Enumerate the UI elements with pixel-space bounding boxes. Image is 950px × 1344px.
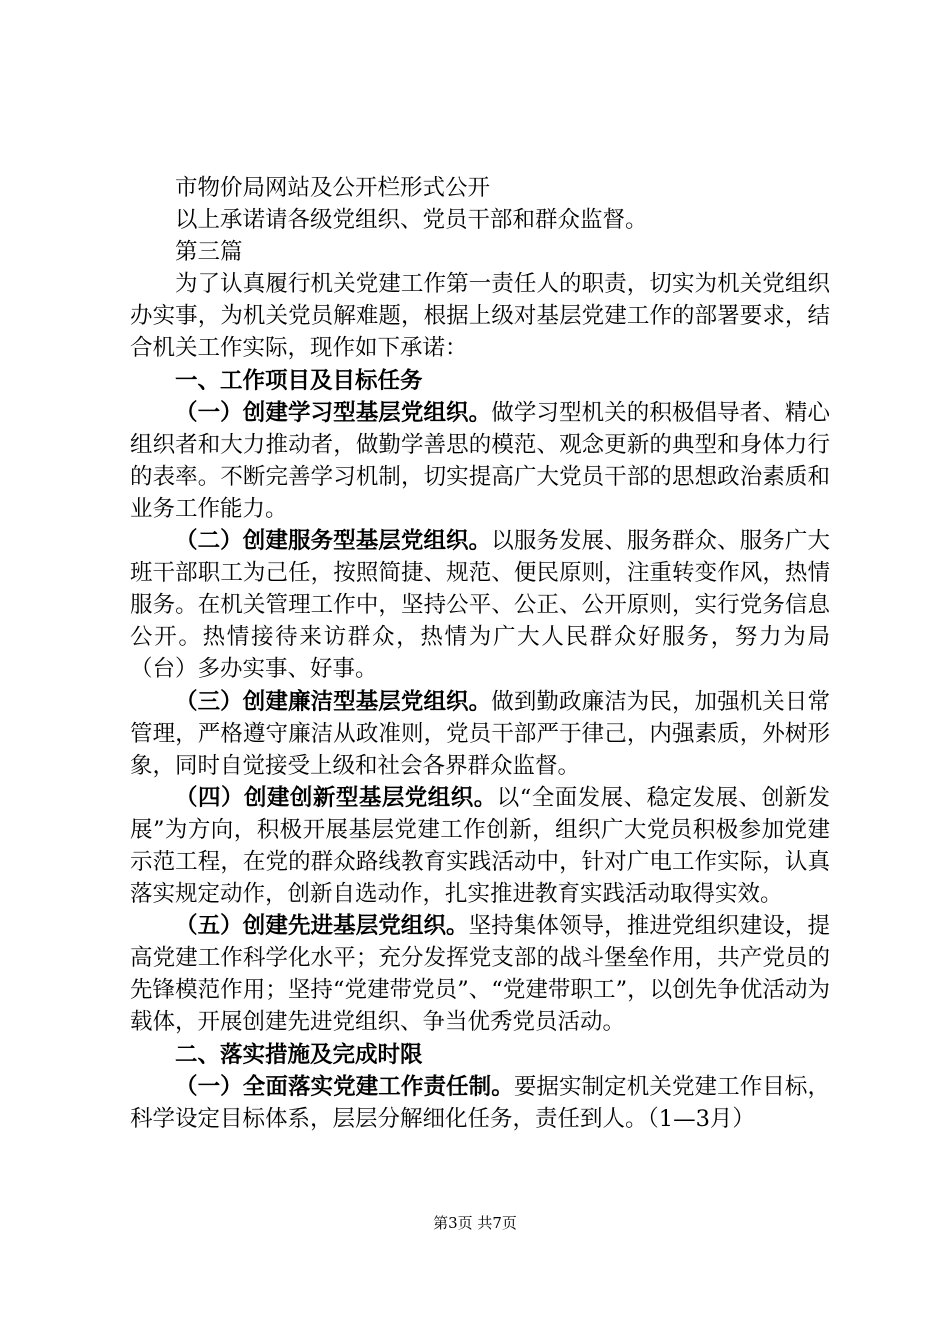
paragraph-2: 以上承诺请各级党组织、党员干部和群众监督。 (175, 207, 648, 234)
paragraph-6: （一）创建学习型基层党组织。做学习型机关的积极倡导者、精心组织者和大力推动者，做勤学善思的模范、观念更新的典型和身体力行的表率。不断完善学习机制，切实提高广大党员干部的思想政治素质和业务工作能力。 (130, 399, 830, 522)
paragraph-3: 第三篇 (175, 239, 243, 266)
paragraph-12: （一）全面落实党建工作责任制。要据实制定机关党建工作目标，科学设定目标体系，层层分解细化任务，责任到人。（1—3月） (130, 1073, 830, 1132)
page-footer: 第3页 共7页 (433, 1214, 517, 1232)
paragraph-1: 市物价局网站及公开栏形式公开 (175, 175, 491, 201)
section-heading-1: 一、工作项目及目标任务 (175, 367, 423, 394)
paragraph-10: （五）创建先进基层党组织。坚持集体领导，推进党组织建设，提高党建工作科学化水平；充分发挥党支部的战斗堡垒作用，共产党员的先锋模范作用；坚持“党建带党员”、“党建带职工”，以创先争优活动为载体，开展创建先进党组织、争当优秀党员活动。 (130, 913, 830, 1036)
section-heading-2: 二、落实措施及完成时限 (175, 1041, 423, 1068)
paragraph-7: （二）创建服务型基层党组织。以服务发展、服务群众、服务广大班干部职工为己任，按照简捷、规范、便民原则，注重转变作风，热情服务。在机关管理工作中，坚持公平、公正、公开原则，实行党务信息公开。热情接待来访群众，热情为广大人民群众好服务，努力为局（台）多办实事、好事。 (130, 528, 830, 683)
body-text (130, 172, 830, 1135)
paragraph-8: （三）创建廉洁型基层党组织。做到勤政廉洁为民，加强机关日常管理，严格遵守廉洁从政准则，党员干部严于律己，内强素质，外树形象，同时自觉接受上级和社会各界群众监督。 (130, 688, 830, 779)
paragraph-4: 为了认真履行机关党建工作第一责任人的职责，切实为机关党组织办实事，为机关党员解难题，根据上级对基层党建工作的部署要求，结合机关工作实际，现作如下承诺： (130, 271, 830, 362)
paragraph-9: （四）创建创新型基层党组织。以“全面发展、稳定发展、创新发展”为方向，积极开展基层党建工作创新，组织广大党员积极参加党建示范工程，在党的群众路线教育实践活动中，针对广电工作实际，认真落实规定动作，创新自选动作，扎实推进教育实践活动取得实效。 (130, 784, 830, 908)
